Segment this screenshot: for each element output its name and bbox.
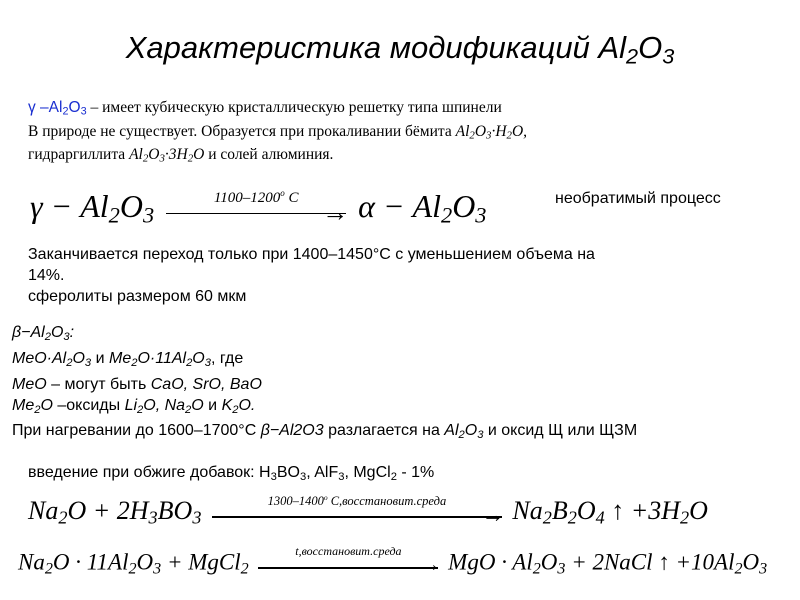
title-sub: 3 (662, 43, 675, 69)
arrow-condition: 1300–1400$^o$ C,восстановит.среда (267, 493, 447, 509)
gamma-line-3: гидраргиллита $Al_2O_3\cdot 3H_2O$ и солей алюминия. (28, 146, 334, 166)
transition-text: Заканчивается переход только при 1400–1450°С с уменьшением объема на 14%. сферолиты размером 60 мкм (28, 246, 595, 305)
beta-line-5: При нагревании до 1600–1700°С β−Al2O3 разлагается на $Al_2O_3$ и оксид Щ или ЩЗМ (12, 422, 638, 442)
title-text: Характеристика модификаций Al (125, 30, 626, 65)
reaction-arrow-2 (212, 493, 504, 530)
gamma-description (28, 98, 527, 169)
title-text: O (638, 30, 663, 65)
boehmite-formula: $Al_2O_3\cdot H_2O$, (455, 122, 528, 142)
arrow-head-icon: → (322, 197, 349, 227)
arrow-condition: t,восстановит.среда (295, 544, 402, 558)
title-sub: 2 (626, 43, 639, 69)
beta-line-2: $MeO\cdot Al_2O_3$ и $Me_2O\cdot 11Al_2O_3$, где (12, 349, 244, 369)
equation-magnesium-chloride: $Na_2O \cdot 11Al_2O_3$ + MgCl$_2$ t,восстановит.среда → MgO · $Al_2O_3$ + 2NaCl ↑ $+10Al_2O_3$ (18, 548, 767, 580)
gamma-line-1-text: – имеет кубическую кристаллическую решетку типа шпинели (86, 99, 502, 116)
gamma-line-1 (28, 98, 527, 122)
beta-description (12, 322, 637, 446)
gibbsite-formula: $Al_2O_3\cdot 3H_2O$ (129, 146, 205, 166)
additives-text: введение при обжиге добавок: $H_3BO_3$, AlF$_3$, MgCl$_2$ - 1% (28, 464, 435, 483)
arrow-head-icon: → (481, 502, 504, 528)
beta-line-3: MeO – могут быть CaO, SrO, BaO (12, 375, 262, 393)
arrow-condition: 1100–1200$^o$ C (213, 187, 299, 206)
arrow-head-icon: → (420, 554, 441, 576)
equation-gamma-alpha: $\gamma - Al_2O_3$ 1100–1200$^o$ C → $\alpha - Al_2O_3$ (30, 188, 487, 230)
beta-heading: $\beta-Al_2O_3$: (12, 324, 75, 343)
equation-boric-acid: $Na_2O + 2H_3BO_3$ 1300–1400$^o$ C,восстановит.среда → $Na_2B_2O_4$ ↑ $+3H_2O$ (28, 496, 708, 530)
gamma-label: γ $-Al_2O_3$ (28, 99, 87, 118)
reaction-arrow-1 (166, 187, 349, 230)
reaction-arrow-3 (258, 544, 441, 580)
beta-line-4: $Me_2O$ –оксиды $Li_2O$, $Na_2O$ и $K_2O$. (12, 396, 256, 416)
slide-title (0, 30, 800, 69)
gamma-line-2: В природе не существует. Образуется при прокаливании бёмита $Al_2O_3\cdot H_2O$, (28, 122, 528, 142)
irreversible-note: необратимый процесс (555, 190, 721, 207)
